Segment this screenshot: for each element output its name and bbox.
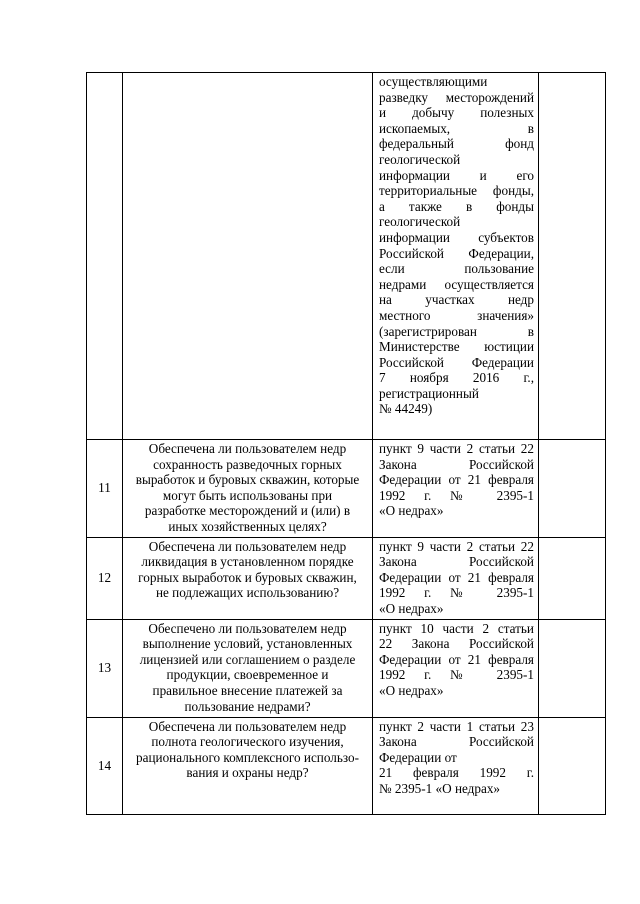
table-row bbox=[87, 440, 606, 538]
reference-line: пункт 2 части 1 статьи 23 bbox=[379, 718, 534, 734]
question-line: не подлежащих использованию? bbox=[155, 585, 340, 601]
reference-line: Закона Российской bbox=[379, 554, 534, 570]
reference-line: Федерации от 21 февраля bbox=[379, 569, 534, 585]
reference-line: Закона Российской bbox=[379, 456, 534, 472]
reference-line: регистрационный bbox=[379, 385, 479, 401]
reference-line: на участках недр bbox=[379, 292, 534, 308]
reference-line: Российской Федерации, bbox=[379, 245, 534, 261]
question-line: выработок и буровых скважин, которые bbox=[135, 472, 360, 488]
reference-line: пункт 9 части 2 статьи 22 bbox=[379, 538, 534, 554]
reference-line: 22 Закона Российской bbox=[379, 636, 534, 652]
answer-cell bbox=[539, 440, 606, 538]
reference-line: геологической bbox=[379, 214, 461, 230]
reference-line: 1992 г. № 2395-1 bbox=[379, 667, 534, 683]
question-line: горных выработок и буровых скважин, bbox=[138, 569, 357, 585]
reference-line: 1992 г. № 2395-1 bbox=[379, 487, 534, 503]
reference-line: Федерации от 21 февраля bbox=[379, 472, 534, 488]
row-number: 13 bbox=[87, 619, 123, 717]
reference-line: Российской Федерации bbox=[379, 354, 534, 370]
answer-cell bbox=[539, 619, 606, 717]
reference-line: и добычу полезных bbox=[379, 105, 534, 121]
reference-line: территориальные фонды, bbox=[379, 183, 534, 199]
legal-reference-cell bbox=[373, 537, 539, 619]
question-line: могут быть использованы при bbox=[162, 487, 333, 503]
question-line: пользование недрами? bbox=[184, 698, 311, 714]
reference-line: ископаемых, в bbox=[379, 120, 534, 136]
question-line: правильное внесение платежей за bbox=[152, 682, 343, 698]
question-line: разработке месторождений и (или) в bbox=[144, 503, 351, 519]
row-number-cell bbox=[87, 73, 123, 440]
reference-line: 7 ноября 2016 г., bbox=[379, 370, 534, 386]
reference-line: информации субъектов bbox=[379, 229, 534, 245]
requirements-table bbox=[86, 72, 606, 815]
reference-line: Закона Российской bbox=[379, 734, 534, 750]
reference-line: 21 февраля 1992 г. bbox=[379, 765, 534, 781]
question-cell bbox=[123, 440, 373, 538]
question-line: иных хозяйственных целях? bbox=[168, 518, 327, 534]
reference-line: «О недрах» bbox=[379, 503, 444, 519]
reference-line: Федерации от 21 февраля bbox=[379, 651, 534, 667]
reference-line: информации и его bbox=[379, 167, 534, 183]
reference-line: «О недрах» bbox=[379, 600, 444, 616]
reference-line: федеральный фонд bbox=[379, 136, 534, 152]
legal-reference-cell bbox=[373, 619, 539, 717]
question-line: рационального комплексного использо- bbox=[136, 749, 359, 765]
question-line: Обеспечена ли пользователем недр bbox=[148, 538, 347, 554]
row-number: 11 bbox=[87, 440, 123, 538]
question-line: лицензией или соглашением о разделе bbox=[139, 651, 356, 667]
answer-cell bbox=[539, 73, 606, 440]
legal-reference-cell bbox=[373, 717, 539, 814]
reference-line: Федерации от bbox=[379, 749, 457, 765]
table-row-continuation bbox=[87, 73, 606, 440]
row-number: 14 bbox=[87, 717, 123, 814]
question-line: выполнение условий, установленных bbox=[142, 636, 353, 652]
question-line: Обеспечено ли пользователем недр bbox=[148, 620, 347, 636]
question-cell bbox=[123, 537, 373, 619]
question-line: Обеспечена ли пользователем недр bbox=[148, 441, 347, 456]
legal-reference-cell bbox=[373, 440, 539, 538]
reference-line: осуществляющими bbox=[379, 74, 488, 89]
question-line: сохранность разведочных горных bbox=[153, 456, 342, 472]
reference-line: Министерстве юстиции bbox=[379, 339, 534, 355]
reference-line: а также в фонды bbox=[379, 198, 534, 214]
legal-reference-cell bbox=[373, 73, 539, 440]
answer-cell bbox=[539, 537, 606, 619]
reference-line: № 44249) bbox=[379, 401, 433, 417]
reference-line: разведку месторождений bbox=[379, 89, 534, 105]
reference-line: недрами осуществляется bbox=[379, 276, 534, 292]
reference-line: пункт 9 части 2 статьи 22 bbox=[379, 441, 534, 456]
table-row bbox=[87, 537, 606, 619]
question-line: Обеспечена ли пользователем недр bbox=[148, 718, 347, 734]
reference-line: «О недрах» bbox=[379, 682, 444, 698]
question-cell bbox=[123, 619, 373, 717]
reference-line: (зарегистрирован в bbox=[379, 323, 534, 339]
question-line: ликвидация в установленном порядке bbox=[141, 554, 354, 570]
table-row bbox=[87, 619, 606, 717]
row-number: 12 bbox=[87, 537, 123, 619]
reference-line: пункт 10 части 2 статьи bbox=[379, 620, 534, 636]
reference-line: геологической bbox=[379, 151, 461, 167]
reference-line: № 2395-1 «О недрах» bbox=[379, 780, 501, 796]
reference-line: местного значения» bbox=[379, 307, 534, 323]
question-cell bbox=[123, 717, 373, 814]
question-line: полнота геологического изучения, bbox=[151, 734, 344, 750]
reference-line: 1992 г. № 2395-1 bbox=[379, 585, 534, 601]
question-line: продукции, своевременное и bbox=[166, 667, 329, 683]
reference-line: если пользование bbox=[379, 261, 534, 277]
question-line: вания и охраны недр? bbox=[186, 765, 309, 781]
answer-cell bbox=[539, 717, 606, 814]
table-row bbox=[87, 717, 606, 814]
question-cell bbox=[123, 73, 373, 440]
